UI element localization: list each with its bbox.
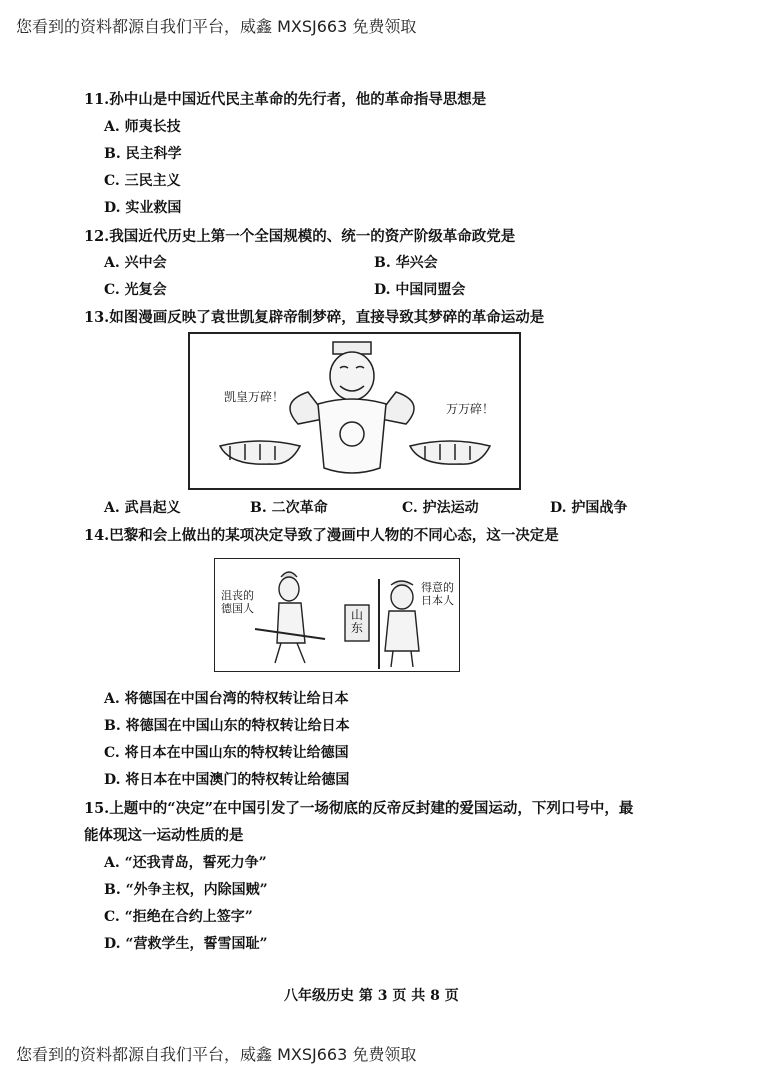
page-footer: 八年级历史 第 3 页 共 8 页 [284,988,459,1004]
q12-option-a: A. 兴中会 [104,255,167,271]
question-13-stem: 13.如图漫画反映了袁世凯复辟帝制梦碎，直接导致其梦碎的革命运动是 [84,309,545,326]
banner-bottom: 您看到的资料都源自我们平台，威鑫 MXSJ663 免费领取 [16,1045,417,1064]
q15-option-d: D. “营救学生，誓雪国耻” [104,936,268,952]
q14-option-d: D. 将日本在中国澳门的特权转让给德国 [104,772,350,788]
q13-option-d: D. 护国战争 [550,500,628,516]
banner-top: 您看到的资料都源自我们平台，威鑫 MXSJ663 免费领取 [16,17,417,36]
question-14-stem: 14.巴黎和会上做出的某项决定导致了漫画中人物的不同心态，这一决定是 [84,527,559,544]
q12-option-b: B. 华兴会 [374,255,438,271]
q13-option-b: B. 二次革命 [250,500,328,516]
japanese-label: 得意的 日本人 [421,581,454,607]
q15-option-b: B. “外争主权，内除国贼” [104,882,268,898]
cartoon-right-caption: 万万碎！ [446,402,495,416]
q14-option-c: C. 将日本在中国山东的特权转让给德国 [104,745,349,761]
q11-option-d: D. 实业救国 [104,200,182,216]
q14-option-b: B. 将德国在中国山东的特权转让给日本 [104,718,350,734]
q13-option-c: C. 护法运动 [402,500,479,516]
german-label: 沮丧的 德国人 [221,589,254,615]
cartoon-paris-conference [214,558,460,672]
question-15-stem-line2: 能体现这一运动性质的是 [84,827,244,844]
q13-option-a: A. 武昌起义 [104,500,181,516]
q14-option-a: A. 将德国在中国台湾的特权转让给日本 [104,691,349,707]
question-11-stem: 11.孙中山是中国近代民主革命的先行者，他的革命指导思想是 [84,91,487,108]
cartoon-left-caption: 凯皇万碎！ [224,390,285,404]
question-15-stem-line1: 15.上题中的“决定”在中国引发了一场彻底的反帝反封建的爱国运动，下列口号中，最 [84,800,634,817]
q12-option-d: D. 中国同盟会 [374,282,466,298]
q12-option-c: C. 光复会 [104,282,167,298]
q11-option-b: B. 民主科学 [104,146,182,162]
q11-option-a: A. 师夷长技 [104,119,181,135]
cartoon-drawing-2 [215,559,459,671]
shandong-sign: 山 东 [351,608,364,635]
q15-option-a: A. “还我青岛，誓死力争” [104,855,267,871]
question-12-stem: 12.我国近代历史上第一个全国规模的、统一的资产阶级革命政党是 [84,228,516,245]
q11-option-c: C. 三民主义 [104,173,181,189]
q15-option-c: C. “拒绝在合约上签字” [104,909,253,925]
cartoon-yuan-shikai [188,332,521,490]
